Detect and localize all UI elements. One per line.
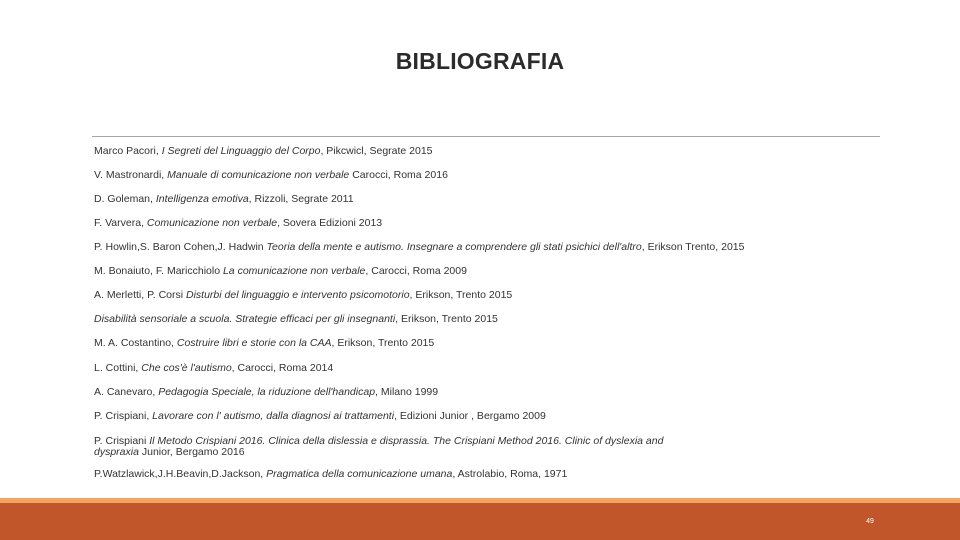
bibliography-entry — [94, 170, 874, 181]
bibliography-entry — [94, 290, 874, 301]
entry-title-text: Manuale di comunicazione non verbale — [167, 169, 350, 181]
title-divider — [92, 136, 880, 137]
entry-text: P.Watzlawick,J.H.Beavin,D.Jackson, — [94, 468, 267, 480]
entry-text: , Erikson Trento, 2015 — [641, 241, 745, 253]
slide-title: BIBLIOGRAFIA — [395, 48, 565, 74]
entry-text: M. Bonaiuto, F. Maricchiolo — [94, 265, 223, 277]
bibliography-entry — [94, 411, 874, 422]
bibliography-entry — [94, 218, 874, 229]
bibliography-entry — [94, 436, 674, 458]
entry-text: M. A. Costantino, — [94, 337, 177, 349]
entry-text: P. Crispiani, — [94, 410, 153, 422]
entry-text: , Astrolabio, Roma, 1971 — [452, 468, 568, 480]
bibliography-entry — [94, 469, 874, 480]
bibliography-entry — [94, 242, 874, 253]
entry-text: , Pikcwicl, Segrate 2015 — [320, 145, 433, 157]
entry-text: , Edizioni Junior , Bergamo 2009 — [394, 410, 546, 422]
entry-text: A. Merletti, P. Corsi — [94, 289, 186, 301]
entry-text: D. Goleman, — [94, 193, 156, 205]
page-number: 49 — [866, 518, 874, 525]
entry-text: , Carocci, Roma 2014 — [231, 362, 334, 374]
entry-title-text: La comunicazione non verbale — [222, 265, 366, 277]
footer-bar — [0, 503, 960, 540]
entry-title-text: Intelligenza emotiva — [155, 193, 249, 205]
entry-title-text: Disabilità sensoriale a scuola. Strategie efficaci per gli insegnanti — [94, 313, 396, 325]
bibliography-entry — [94, 363, 874, 374]
entry-text: P. Crispiani — [94, 435, 150, 447]
entry-title-text: Comunicazione non verbale — [146, 217, 278, 229]
entry-title-text: Disturbi del linguaggio e intervento psicomotorio — [186, 289, 410, 301]
bibliography-entry — [94, 387, 874, 398]
entry-text: P. Howlin,S. Baron Cohen,J. Hadwin — [94, 241, 267, 253]
entry-text: , Erikson, Trento 2015 — [409, 289, 513, 301]
bibliography-entry — [94, 266, 874, 277]
entry-title-text: Lavorare con l' autismo, dalla diagnosi ai trattamenti — [152, 410, 395, 422]
bibliography-entry — [94, 146, 874, 157]
entry-text: A. Canevaro, — [94, 386, 159, 398]
entry-text: Carocci, Roma 2016 — [349, 169, 448, 181]
entry-title-text: Pragmatica della comunicazione umana — [266, 468, 453, 480]
entry-text: , Milano 1999 — [375, 386, 439, 398]
entry-text: , Sovera Edizioni 2013 — [277, 217, 383, 229]
bibliography-entry — [94, 338, 874, 349]
entry-title-text: I Segreti del Linguaggio del Corpo — [161, 145, 321, 157]
bibliography-entry — [94, 194, 874, 205]
entry-text: Marco Pacori, — [94, 145, 162, 157]
entry-title-text: Pedagogia Speciale, la riduzione dell'handicap — [158, 386, 376, 398]
entry-text: F. Varvera, — [94, 217, 147, 229]
entry-text: , Erikson, Trento 2015 — [395, 313, 498, 325]
entry-title-text: Costruire libri e storie con la CAA — [176, 337, 332, 349]
entry-text: L. Cottini, — [94, 362, 142, 374]
entry-title-text: Teoria della mente e autismo. Insegnare a comprendere gli stati psichici dell'altro — [266, 241, 642, 253]
entry-title-text: Che cos'è l'autismo — [141, 362, 232, 374]
entry-text: , Erikson, Trento 2015 — [331, 337, 435, 349]
entry-text: V. Mastronardi, — [94, 169, 168, 181]
entry-text: , Carocci, Roma 2009 — [365, 265, 467, 277]
bibliography-entry — [94, 314, 874, 325]
entry-text: , Rizzoli, Segrate 2011 — [248, 193, 354, 205]
entry-text: Junior, Bergamo 2016 — [138, 446, 245, 458]
entry-title-text: Il Metodo Crispiani 2016. Clinica della dislessia e disprassia. The Crispiani Method 2016. Clinic of dyslexia and dyspraxia — [94, 435, 664, 458]
